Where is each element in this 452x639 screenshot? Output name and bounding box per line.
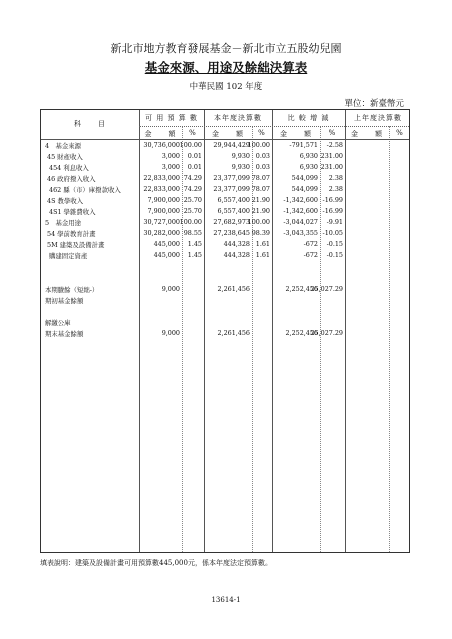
- cell-budget: 30,736,000: [143, 141, 180, 149]
- cell-diff-pct: -9.91: [326, 218, 343, 226]
- cell-diff-pct: -16.99: [322, 196, 343, 204]
- organization-title: 新北市地方教育發展基金－新北市立五股幼兒園: [110, 42, 342, 55]
- cell-budget: 22,833,000: [143, 185, 180, 193]
- row-label: 4S 教學收入: [47, 197, 84, 205]
- cell-diff-pct: -10.05: [322, 229, 343, 237]
- cell-diff: -672: [303, 251, 318, 259]
- cell-budget-pct: 0.01: [187, 152, 202, 160]
- cell-diff: -1,342,600: [283, 196, 318, 204]
- row-label: 解繳公庫: [45, 319, 71, 327]
- cell-actual: 27,238,645: [213, 229, 250, 237]
- currency-unit: 單位：新臺幣元: [344, 99, 404, 109]
- table-row: [41, 195, 411, 206]
- cell-actual: 444,328: [223, 251, 250, 259]
- cell-diff-pct: 2.38: [328, 185, 343, 193]
- cell-diff-pct: 25,027.29: [310, 285, 343, 293]
- cell-budget-pct: 98.55: [183, 229, 202, 237]
- row-label: 462 縣（市）庫撥款收入: [49, 186, 121, 194]
- cell-diff: 2,252,456: [285, 329, 318, 337]
- table-row: [41, 295, 411, 306]
- header-pct: %: [189, 129, 197, 137]
- cell-budget-pct: 100.00: [179, 141, 202, 149]
- row-label: 購建固定資產: [49, 252, 88, 260]
- row-label: 4S1 學雜費收入: [49, 208, 96, 216]
- cell-diff-pct: 25,027.29: [310, 329, 343, 337]
- cell-diff-pct: 231.00: [320, 152, 343, 160]
- cell-budget: 445,000: [153, 251, 180, 259]
- row-label: 本期賸餘（短絀-）: [45, 286, 99, 294]
- cell-diff-pct: 231.00: [320, 163, 343, 171]
- cell-actual-pct: 78.07: [251, 174, 270, 182]
- cell-actual: 23,377,099: [213, 185, 250, 193]
- header-amount: 金 額: [280, 130, 312, 138]
- cell-diff: -1,342,600: [283, 207, 318, 215]
- row-label: 454 利息收入: [49, 164, 89, 172]
- page-number: 13614-1: [211, 596, 241, 604]
- cell-budget: 9,000: [161, 285, 180, 293]
- cell-actual: 6,557,400: [217, 196, 250, 204]
- report-title: 基金來源、用途及餘絀決算表: [144, 60, 308, 75]
- cell-actual-pct: 100.00: [247, 218, 270, 226]
- row-label: 45 財產收入: [47, 153, 83, 161]
- cell-budget-pct: 74.29: [183, 185, 202, 193]
- table-row: [41, 184, 411, 195]
- header-pct: %: [328, 129, 337, 137]
- cell-budget: 3,000: [161, 152, 180, 160]
- table-row: [41, 140, 411, 151]
- table-row: [41, 317, 411, 328]
- row-label: 期末基金餘額: [45, 330, 84, 338]
- cell-actual-pct: 1.61: [255, 240, 270, 248]
- header-compare: 比 較 增 減: [287, 114, 330, 122]
- table-row: [41, 328, 411, 339]
- table-row: [41, 206, 411, 217]
- cell-diff: 544,099: [291, 185, 318, 193]
- row-label: 期初基金餘額: [45, 297, 84, 305]
- cell-diff-pct: -0.15: [326, 251, 343, 259]
- cell-diff-pct: -2.58: [326, 141, 343, 149]
- cell-actual: 444,328: [223, 240, 250, 248]
- header-budget: 可 用 預 算 數: [145, 114, 198, 122]
- table-row: [41, 261, 411, 272]
- cell-diff-pct: -16.99: [322, 207, 343, 215]
- fiscal-period: 中華民國 102 年度: [189, 82, 263, 92]
- cell-actual-pct: 78.07: [251, 185, 270, 193]
- row-label: 5M 建築及設備計畫: [47, 241, 105, 249]
- header-pct: %: [396, 129, 404, 137]
- cell-budget: 30,282,000: [143, 229, 180, 237]
- cell-actual-pct: 98.39: [251, 229, 270, 237]
- header-item: 科 目: [74, 120, 106, 128]
- cell-actual: 2,261,456: [217, 329, 250, 337]
- cell-diff: -672: [303, 240, 318, 248]
- cell-budget: 7,900,000: [147, 196, 180, 204]
- row-label: 5 基金用途: [45, 219, 82, 227]
- cell-budget-pct: 100.00: [179, 218, 202, 226]
- table-row: [41, 151, 411, 162]
- cell-diff: -791,571: [289, 141, 318, 149]
- cell-actual: 2,261,456: [217, 285, 250, 293]
- cell-diff-pct: -0.15: [326, 240, 343, 248]
- cell-budget-pct: 1.45: [187, 251, 202, 259]
- cell-budget: 445,000: [153, 240, 180, 248]
- cell-actual-pct: 0.03: [255, 152, 270, 160]
- header-actual: 本年度決算數: [214, 114, 262, 122]
- table-row: [41, 239, 411, 250]
- cell-diff: 2,252,456: [285, 285, 318, 293]
- cell-actual: 27,682,973: [213, 218, 250, 226]
- row-label: 46 政府撥入收入: [47, 175, 96, 183]
- row-label: 4 基金來源: [45, 142, 82, 150]
- cell-diff: 544,099: [291, 174, 318, 182]
- cell-budget-pct: 1.45: [187, 240, 202, 248]
- cell-diff: -3,044,027: [283, 218, 318, 226]
- header-amount: 金 額: [144, 130, 177, 138]
- header-last-year: 上年度決算數: [354, 114, 402, 122]
- cell-actual: 9,930: [231, 163, 250, 171]
- cell-actual-pct: 100.00: [247, 141, 270, 149]
- header-pct: %: [258, 129, 266, 137]
- header-amount: 金 額: [212, 130, 244, 138]
- cell-diff: 6,930: [299, 152, 318, 160]
- footnote: 填表說明：建築及設備計畫可用預算數445,000元，係本年度法定預算數。: [40, 559, 272, 567]
- cell-diff: 6,930: [299, 163, 318, 171]
- cell-actual: 6,557,400: [217, 207, 250, 215]
- cell-actual-pct: 1.61: [255, 251, 270, 259]
- cell-actual-pct: 21.90: [251, 207, 270, 215]
- cell-budget: 3,000: [161, 163, 180, 171]
- cell-actual: 9,930: [231, 152, 250, 160]
- table-row: [41, 217, 411, 228]
- table-row: [41, 228, 411, 239]
- table-row: [41, 284, 411, 295]
- cell-budget: 30,727,000: [143, 218, 180, 226]
- cell-budget-pct: 74.29: [183, 174, 202, 182]
- financial-table: [40, 109, 410, 553]
- row-label: 54 學前教育計畫: [47, 230, 96, 238]
- cell-diff-pct: 2.38: [328, 174, 343, 182]
- table-row: [41, 250, 411, 261]
- cell-actual-pct: 0.03: [255, 163, 270, 171]
- header-amount: 金 額: [351, 130, 383, 138]
- cell-actual-pct: 21.90: [251, 196, 270, 204]
- cell-budget: 9,000: [161, 329, 180, 337]
- cell-budget-pct: 25.70: [183, 207, 202, 215]
- table-row: [41, 162, 411, 173]
- table-row: [41, 306, 411, 317]
- cell-budget-pct: 25.70: [183, 196, 202, 204]
- cell-budget-pct: 0.01: [187, 163, 202, 171]
- cell-budget: 7,900,000: [147, 207, 180, 215]
- cell-actual: 23,377,099: [213, 174, 250, 182]
- table-row: [41, 173, 411, 184]
- cell-actual: 29,944,429: [213, 141, 250, 149]
- cell-budget: 22,833,000: [143, 174, 180, 182]
- cell-diff: -3,043,355: [283, 229, 318, 237]
